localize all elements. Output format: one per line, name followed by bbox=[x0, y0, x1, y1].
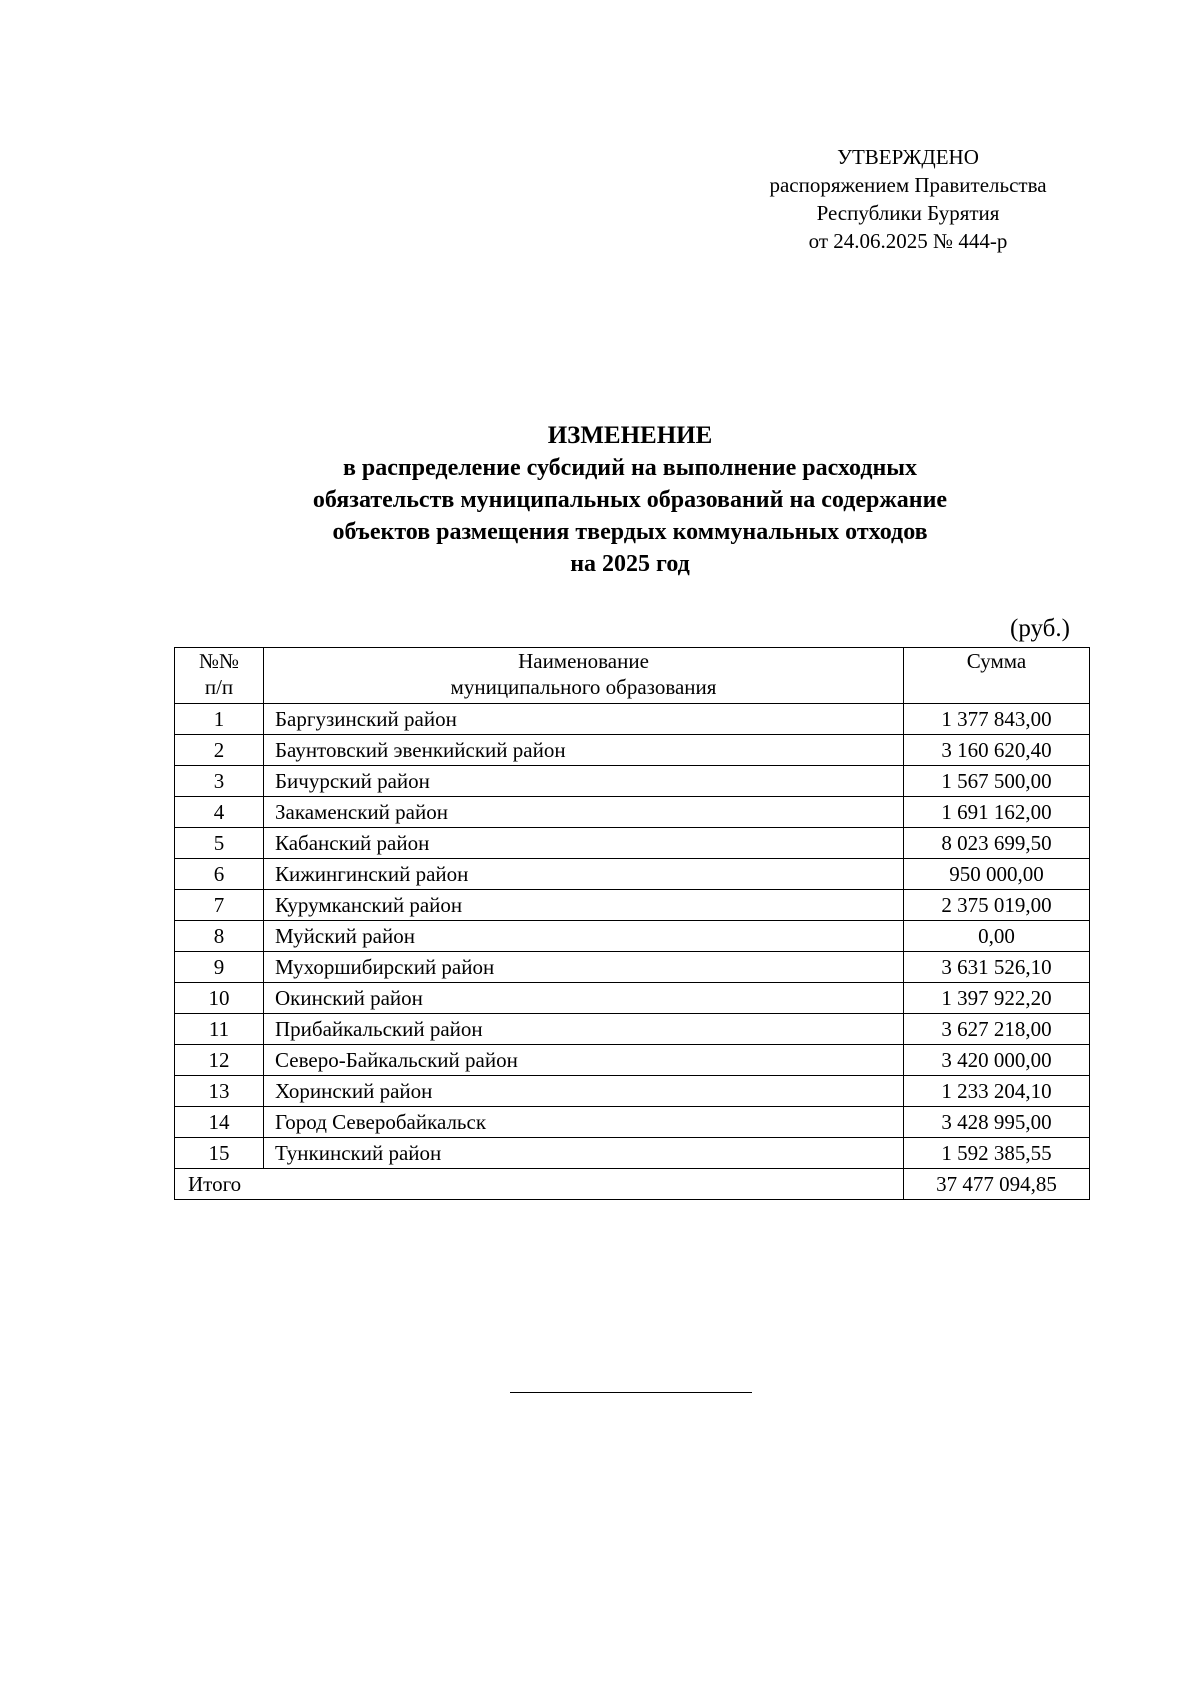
row-name: Кабанский район bbox=[264, 828, 904, 859]
approval-line-approved: УТВЕРЖДЕНО bbox=[837, 145, 979, 169]
header-name-line-2: муниципального образования bbox=[450, 675, 717, 699]
title-line-4: на 2025 год bbox=[570, 551, 690, 577]
row-name: Муйский район bbox=[264, 921, 904, 952]
row-name: Прибайкальский район bbox=[264, 1014, 904, 1045]
row-number: 5 bbox=[175, 828, 264, 859]
row-name: Баргузинский район bbox=[264, 704, 904, 735]
row-number: 3 bbox=[175, 766, 264, 797]
row-sum: 1 377 843,00 bbox=[904, 704, 1090, 735]
row-name: Хоринский район bbox=[264, 1076, 904, 1107]
row-name: Окинский район bbox=[264, 983, 904, 1014]
row-name: Курумканский район bbox=[264, 890, 904, 921]
table-row bbox=[175, 1076, 1090, 1107]
row-sum: 8 023 699,50 bbox=[904, 828, 1090, 859]
table-row bbox=[175, 952, 1090, 983]
header-number bbox=[175, 648, 264, 704]
table-row bbox=[175, 735, 1090, 766]
approval-line-republic: Республики Бурятия bbox=[816, 201, 1000, 225]
table-header bbox=[175, 648, 1090, 704]
table-body bbox=[175, 704, 1090, 1200]
row-name: Кижингинский район bbox=[264, 859, 904, 890]
row-name: Бичурский район bbox=[264, 766, 904, 797]
title-line-3: объектов размещения твердых коммунальных отходов bbox=[332, 519, 928, 545]
title-line-2: обязательств муниципальных образований на содержание bbox=[312, 487, 948, 513]
table-row bbox=[175, 1014, 1090, 1045]
table-row bbox=[175, 983, 1090, 1014]
row-sum: 950 000,00 bbox=[904, 859, 1090, 890]
row-number: 6 bbox=[175, 859, 264, 890]
table-row bbox=[175, 828, 1090, 859]
row-name: Закаменский район bbox=[264, 797, 904, 828]
row-sum: 1 691 162,00 bbox=[904, 797, 1090, 828]
row-number: 14 bbox=[175, 1107, 264, 1138]
row-sum: 1 397 922,20 bbox=[904, 983, 1090, 1014]
table-row bbox=[175, 704, 1090, 735]
row-number: 7 bbox=[175, 890, 264, 921]
row-number: 1 bbox=[175, 704, 264, 735]
approval-line-date: от 24.06.2025 № 444-р bbox=[808, 229, 1008, 253]
total-sum: 37 477 094,85 bbox=[904, 1169, 1090, 1200]
row-number: 4 bbox=[175, 797, 264, 828]
row-sum: 3 631 526,10 bbox=[904, 952, 1090, 983]
table-row bbox=[175, 1107, 1090, 1138]
row-number: 11 bbox=[175, 1014, 264, 1045]
table-row bbox=[175, 890, 1090, 921]
row-name: Северо-Байкальский район bbox=[264, 1045, 904, 1076]
row-number: 8 bbox=[175, 921, 264, 952]
table-row bbox=[175, 921, 1090, 952]
subsidy-table bbox=[174, 647, 1090, 1200]
header-sum-label: Сумма bbox=[966, 649, 1027, 673]
currency-unit: (руб.) bbox=[1010, 615, 1070, 642]
row-sum: 1 233 204,10 bbox=[904, 1076, 1090, 1107]
table-row bbox=[175, 859, 1090, 890]
header-sum bbox=[904, 648, 1090, 704]
table-row bbox=[175, 1045, 1090, 1076]
approval-line-order: распоряжением Правительства bbox=[769, 173, 1047, 197]
row-sum: 3 627 218,00 bbox=[904, 1014, 1090, 1045]
header-number-line-1: №№ bbox=[198, 649, 240, 673]
row-name: Город Северобайкальск bbox=[264, 1107, 904, 1138]
closing-rule bbox=[510, 1392, 752, 1393]
row-number: 9 bbox=[175, 952, 264, 983]
row-number: 12 bbox=[175, 1045, 264, 1076]
title-line-1: в распределение субсидий на выполнение расходных bbox=[342, 455, 918, 481]
row-sum: 1 592 385,55 bbox=[904, 1138, 1090, 1169]
row-number: 2 bbox=[175, 735, 264, 766]
row-name: Баунтовский эвенкийский район bbox=[264, 735, 904, 766]
total-row bbox=[175, 1169, 1090, 1200]
table-row bbox=[175, 797, 1090, 828]
row-name: Тункинский район bbox=[264, 1138, 904, 1169]
row-sum: 1 567 500,00 bbox=[904, 766, 1090, 797]
row-sum: 2 375 019,00 bbox=[904, 890, 1090, 921]
row-number: 13 bbox=[175, 1076, 264, 1107]
row-number: 10 bbox=[175, 983, 264, 1014]
document-title bbox=[170, 420, 1090, 580]
row-number: 15 bbox=[175, 1138, 264, 1169]
row-name: Мухоршибирский район bbox=[264, 952, 904, 983]
row-sum: 3 160 620,40 bbox=[904, 735, 1090, 766]
row-sum: 0,00 bbox=[904, 921, 1090, 952]
row-sum: 3 428 995,00 bbox=[904, 1107, 1090, 1138]
table-row bbox=[175, 1138, 1090, 1169]
row-sum: 3 420 000,00 bbox=[904, 1045, 1090, 1076]
header-number-line-2: п/п bbox=[204, 675, 234, 699]
title-main: ИЗМЕНЕНИЕ bbox=[547, 422, 713, 449]
header-name-line-1: Наименование bbox=[518, 649, 649, 673]
table-row bbox=[175, 766, 1090, 797]
total-label: Итого bbox=[175, 1169, 904, 1200]
header-name bbox=[264, 648, 904, 704]
approval-stamp bbox=[738, 143, 1078, 255]
